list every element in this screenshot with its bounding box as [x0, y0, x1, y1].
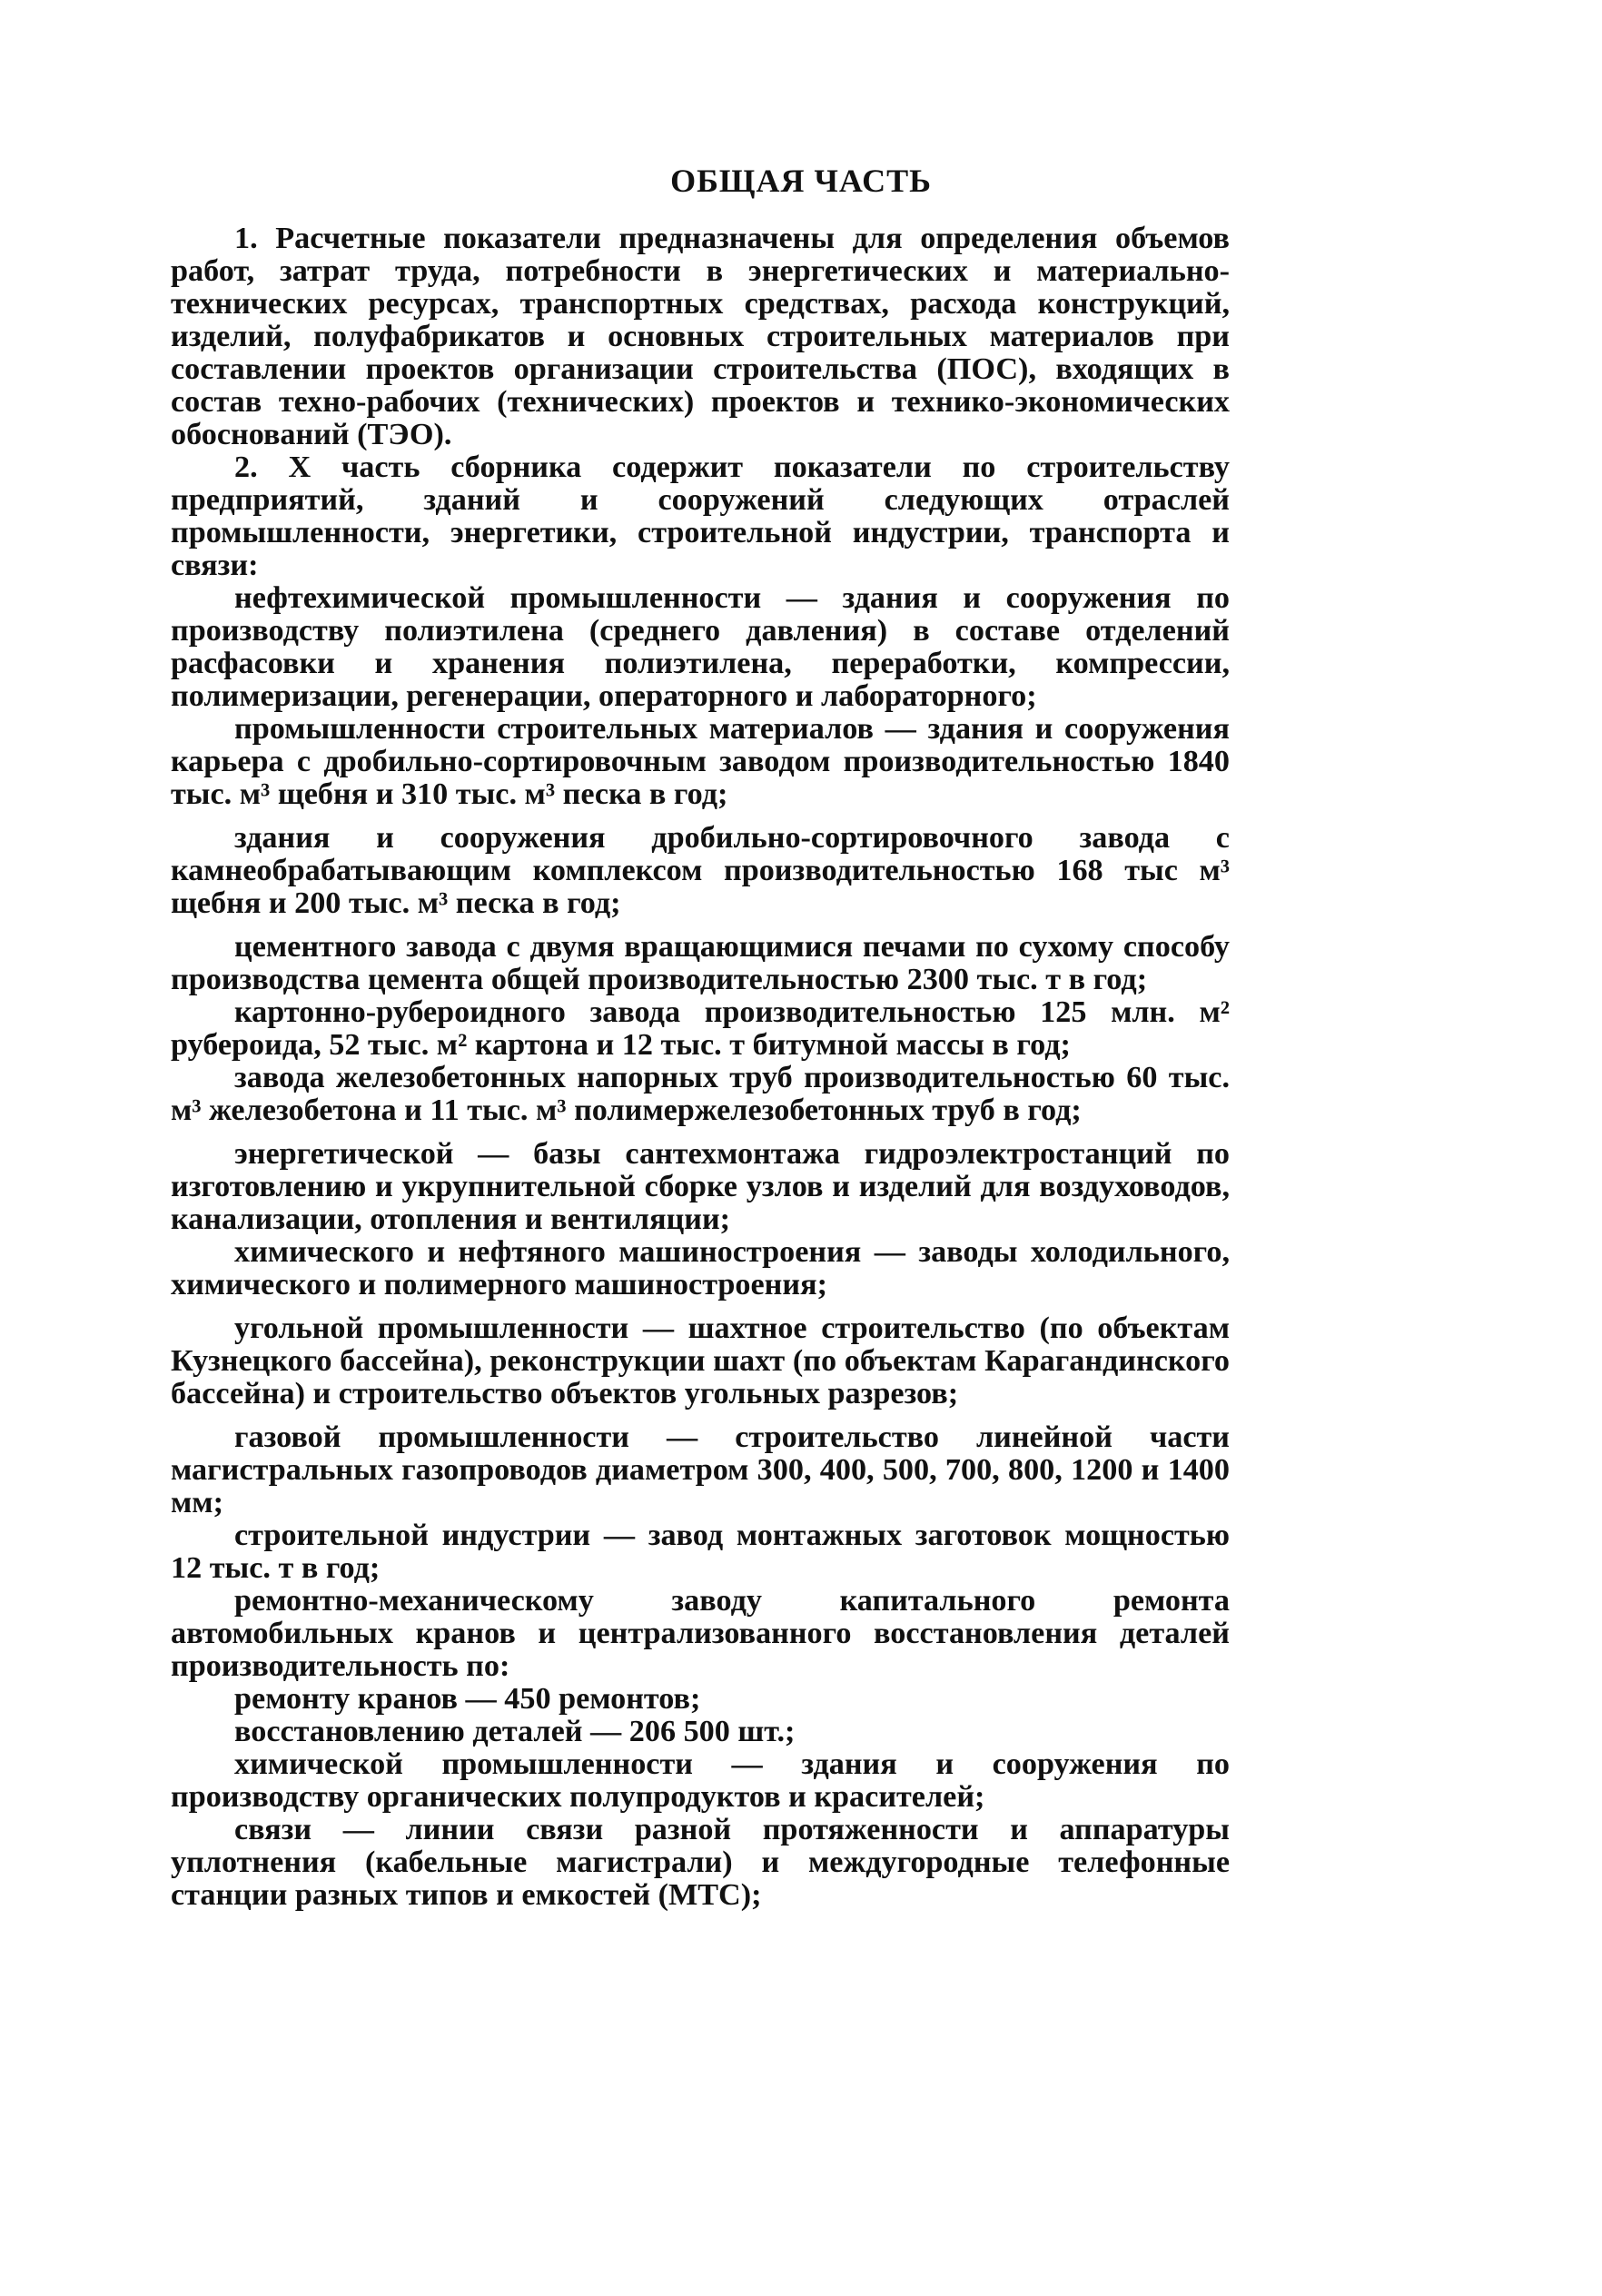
paragraph-crushing-plant: здания и сооружения дробильно-сортировочного завода с камнеобрабатывающим комплексом производительностью 168 тыс м³ щебня и 200 тыс. м³ песка в год;: [171, 821, 1230, 920]
paragraph-parts-restoration: восстановлению деталей — 206 500 шт.;: [234, 1715, 796, 1748]
paragraph-concrete-pipes: завода железобетонных напорных труб производительностью 60 тыс. м³ железобетона и 11 тыс. м³ полимержелезобетонных труб в год;: [171, 1061, 1230, 1127]
paragraph-gas: газовой промышленности — строительство линейной части магистральных газопроводов диаметром 300, 400, 500, 700, 800, 1200 и 1400 мм;: [171, 1420, 1230, 1519]
paragraph-2: 2. X часть сборника содержит показатели по строительству предприятий, зданий и сооружений следующих отраслей промышленности, энергетики, строительной индустрии, транспорта и связи:: [171, 450, 1230, 582]
paragraph-building-materials: промышленности строительных материалов — здания и сооружения карьера с дробильно-сортировочным заводом производительностью 1840 тыс. м³ щебня и 310 тыс. м³ песка в год;: [171, 712, 1230, 811]
paragraph-cement-plant: цементного завода с двумя вращающимися печами по сухому способу производства цемента общей производительностью 2300 тыс. т в год;: [171, 930, 1230, 996]
paragraph-machine-building: химического и нефтяного машиностроения — заводы холодильного, химического и полимерного машиностроения;: [171, 1235, 1230, 1301]
paragraph-crane-repair: ремонту кранов — 450 ремонтов;: [234, 1682, 701, 1716]
paragraph-energy: энергетической — базы сантехмонтажа гидроэлектростанций по изготовлению и укрупнительной сборке узлов и изделий для воздуховодов, канализации, отопления и вентиляции;: [171, 1137, 1230, 1236]
document-body: [171, 223, 1230, 1912]
paragraph-1: 1. Расчетные показатели предназначены для определения объемов работ, затрат труда, потребности в энергетических и материально-технических ресурсах, транспортных средствах, расхода конструкций, изделий, полуфабрикатов и основных строительных материалов при составлении проектов организации строительства (ПОС), входящих в состав техно-рабочих (технических) проектов и технико-экономических обоснований (ТЭО).: [171, 222, 1230, 451]
paragraph-repair-plant: ремонтно-механическому заводу капитального ремонта автомобильных кранов и централизованного восстановления деталей производительность по:: [171, 1584, 1230, 1683]
paragraph-ruberoid-plant: картонно-рубероидного завода производительностью 125 млн. м² рубероида, 52 тыс. м² картона и 12 тыс. т битумной массы в год;: [171, 995, 1230, 1062]
paragraph-chemical: химической промышленности — здания и сооружения по производству органических полупродуктов и красителей;: [171, 1747, 1230, 1814]
paragraph-construction-industry: строительной индустрии — завод монтажных заготовок мощностью 12 тыс. т в год;: [171, 1519, 1230, 1585]
paragraph-communications: связи — линии связи разной протяженности и аппаратуры уплотнения (кабельные магистрали) и междугородные телефонные станции разных типов и емкостей (МТС);: [171, 1813, 1230, 1912]
paragraph-petrochemical: нефтехимической промышленности — здания и сооружения по производству полиэтилена (среднего давления) в составе отделений расфасовки и хранения полиэтилена, переработки, компрессии, полимеризации, регенерации, операторного и лабораторного;: [171, 581, 1230, 713]
paragraph-coal: угольной промышленности — шахтное строительство (по объектам Кузнецкого бассейна), реконструкции шахт (по объектам Карагандинского бассейна) и строительство объектов угольных разрезов;: [171, 1311, 1230, 1410]
page-title: ОБЩАЯ ЧАСТЬ: [670, 163, 932, 199]
